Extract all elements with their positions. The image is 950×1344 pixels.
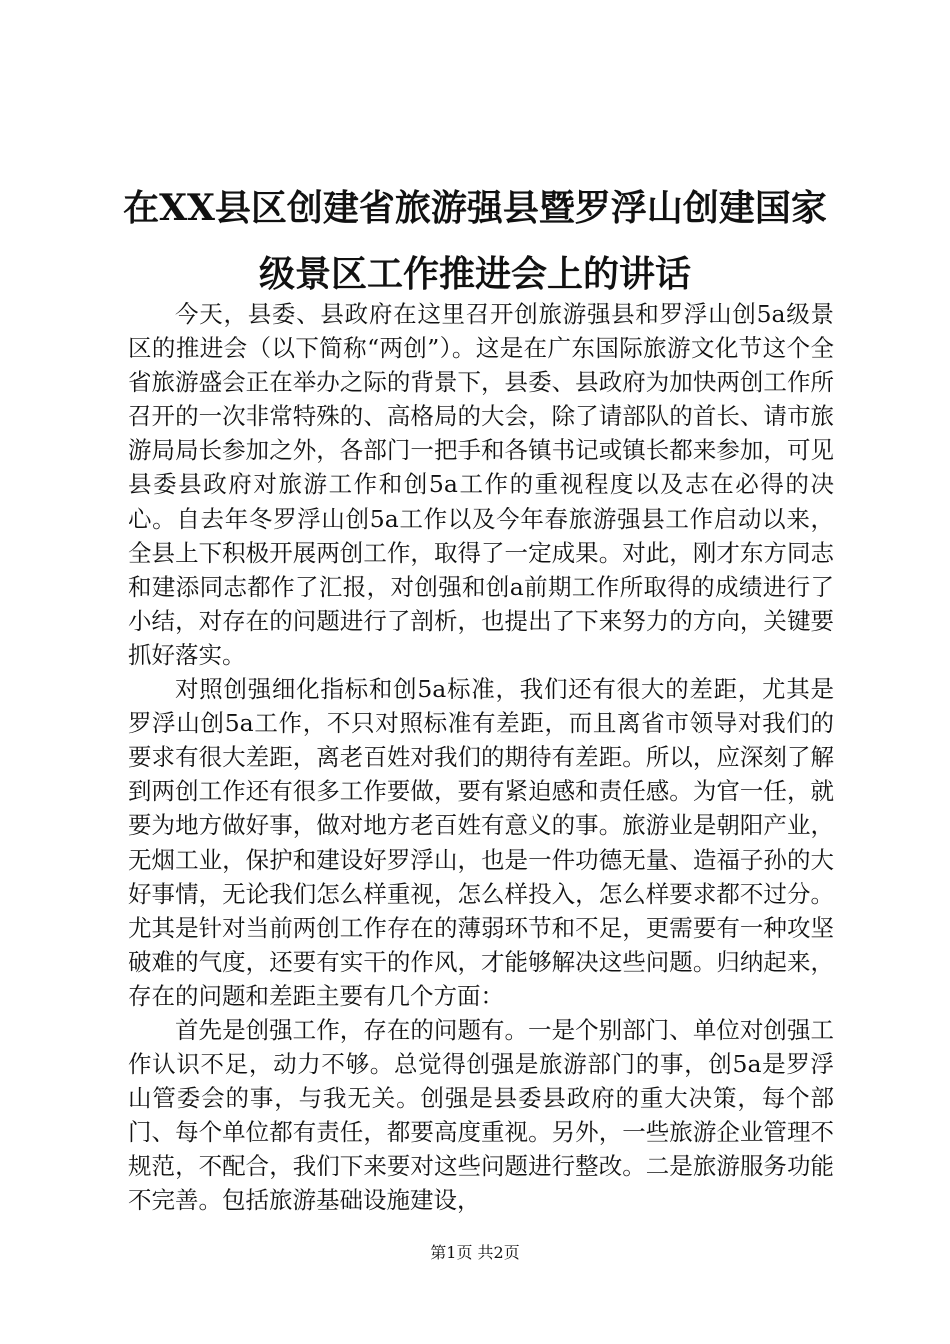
page-number-footer: 第1页 共2页	[430, 1243, 520, 1262]
document-title-line-1: 在XX县区创建省旅游强县暨罗浮山创建国家	[123, 187, 827, 229]
body-paragraph: 首先是创强工作，存在的问题有。一是个别部门、单位对创强工作认识不足，动力不够。总觉得创强是旅游部门的事，创5a是罗浮山管委会的事，与我无关。创强是县委县政府的重大决策，每个部门、每个单位都有责任，都要高度重视。另外，一些旅游企业管理不规范，不配合，我们下来要对这些问题进行整改。二是旅游服务功能不完善。包括旅游基础设施建设，	[128, 1015, 834, 1215]
body-paragraph: 今天，县委、县政府在这里召开创旅游强县和罗浮山创5a级景区的推进会（以下简称“两创”）。这是在广东国际旅游文化节这个全省旅游盛会正在举办之际的背景下，县委、县政府为加快两创工作所召开的一次非常特殊的、高格局的大会，除了请部队的首长、请市旅游局局长参加之外，各部门一把手和各镇书记或镇长都来参加，可见县委县政府对旅游工作和创5a工作的重视程度以及志在必得的决心。自去年冬罗浮山创5a工作以及今年春旅游强县工作启动以来，全县上下积极开展两创工作，取得了一定成果。对此，刚才东方同志和建添同志都作了汇报，对创强和创a前期工作所取得的成绩进行了小结，对存在的问题进行了剖析，也提出了下来努力的方向，关键要抓好落实。	[128, 300, 834, 669]
body-paragraph: 对照创强细化指标和创5a标准，我们还有很大的差距，尤其是罗浮山创5a工作，不只对照标准有差距，而且离省市领导对我们的要求有很大差距，离老百姓对我们的期待有差距。所以，应深刻了解到两创工作还有很多工作要做，要有紧迫感和责任感。为官一任，就要为地方做好事，做对地方老百姓有意义的事。旅游业是朝阳产业，无烟工业，保护和建设好罗浮山，也是一件功德无量、造福子孙的大好事情，无论我们怎么样重视，怎么样投入，怎么样要求都不过分。尤其是针对当前两创工作存在的薄弱环节和不足，更需要有一种攻坚破难的气度，还要有实干的作风，才能够解决这些问题。归纳起来，存在的问题和差距主要有几个方面：	[128, 675, 834, 1010]
document-body	[128, 297, 834, 1218]
document-title-line-2: 级景区工作推进会上的讲话	[258, 253, 691, 295]
